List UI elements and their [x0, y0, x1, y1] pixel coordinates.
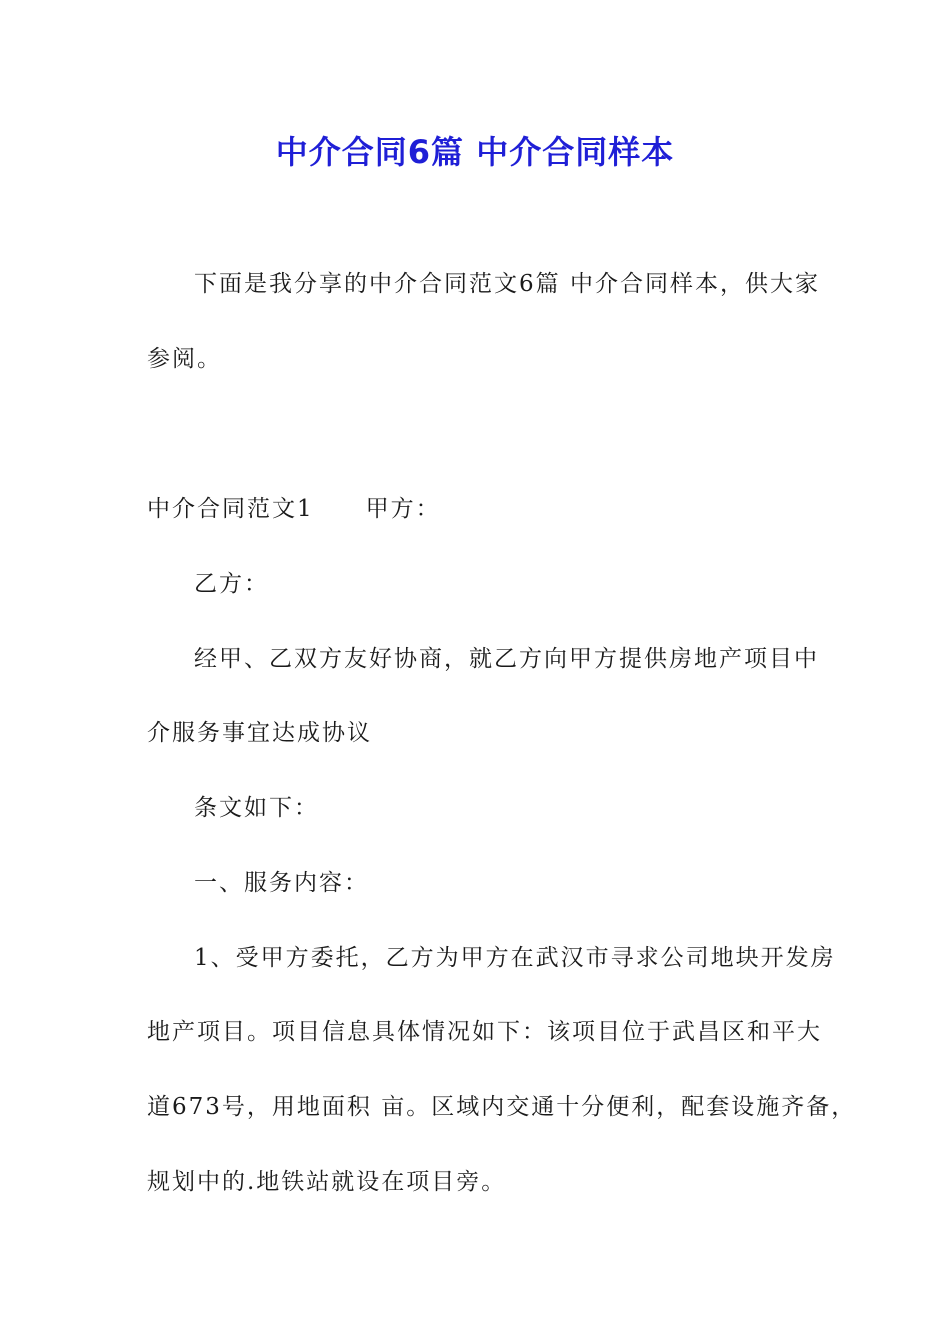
document-title: 中介合同6篇 中介合同样本: [275, 133, 675, 171]
intro-line-2: 参阅。: [147, 346, 222, 372]
item1-line-3: 道673号，用地面积 亩。区域内交通十分便利，配套设施齐备，: [147, 1094, 857, 1120]
item1-line-2: 地产项目。项目信息具体情况如下：该项目位于武昌区和平大: [147, 1019, 822, 1045]
item1-line-1: 1、受甲方委托，乙方为甲方在武汉市寻求公司地块开发房: [194, 945, 836, 971]
clause1-heading: 一、服务内容：: [194, 870, 369, 896]
section-heading: 中介合同范文1: [147, 496, 314, 522]
party-b-label: 乙方：: [194, 571, 269, 597]
section-heading-row: [147, 493, 817, 525]
para1-line-1: 经甲、乙双方友好协商，就乙方向甲方提供房地产项目中: [194, 646, 819, 672]
party-a-label: 甲方：: [365, 496, 441, 522]
item1-line-4: 规划中的.地铁站就设在项目旁。: [147, 1169, 507, 1195]
para1-line-2: 介服务事宜达成协议: [147, 720, 372, 746]
intro-line-1: 下面是我分享的中介合同范文6篇 中介合同样本，供大家: [194, 271, 820, 297]
terms-intro: 条文如下：: [194, 795, 319, 821]
